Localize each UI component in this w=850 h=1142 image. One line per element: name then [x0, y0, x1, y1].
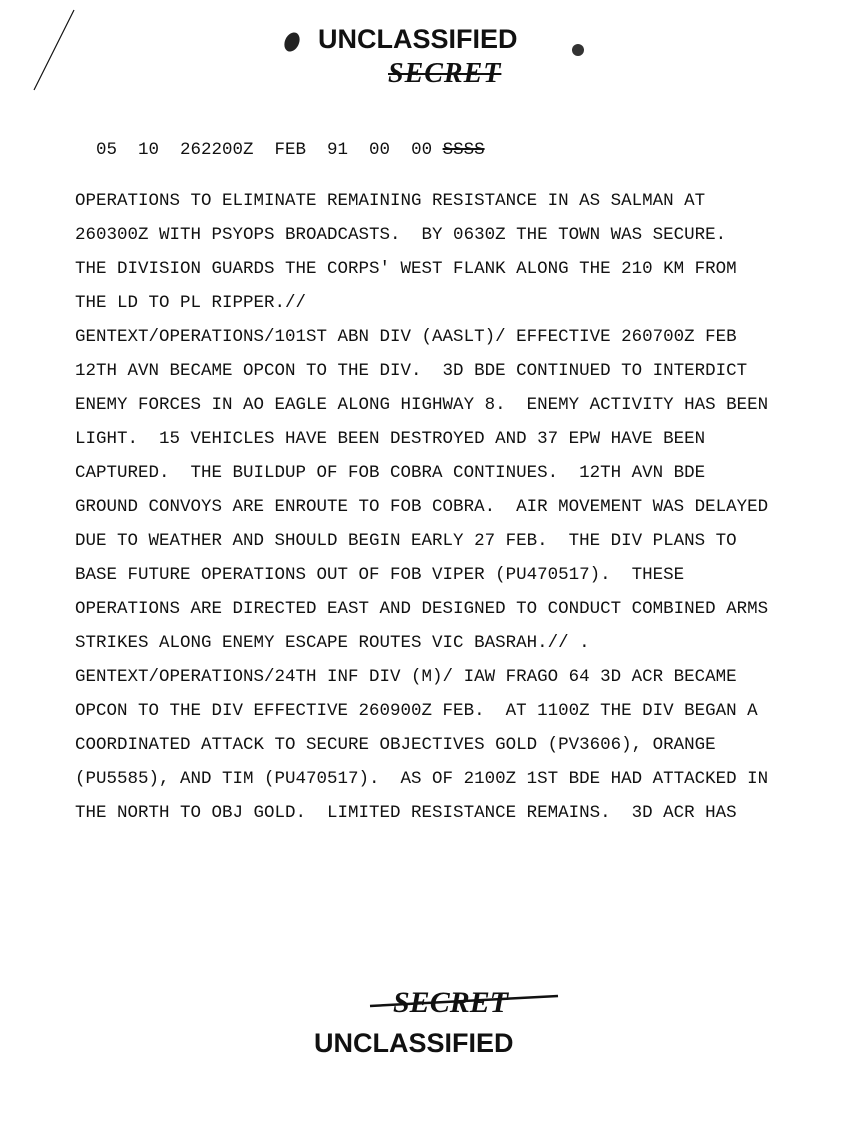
- dtg-line: [75, 120, 485, 160]
- header-struck-classification: SECRET: [388, 58, 502, 89]
- body-line: GENTEXT/OPERATIONS/24TH INF DIV (M)/ IAW FRAGO 64 3D ACR BECAME: [75, 667, 737, 687]
- body-line: GROUND CONVOYS ARE ENROUTE TO FOB COBRA. AIR MOVEMENT WAS DELAYED: [75, 497, 769, 517]
- punch-hole-mark-right: [572, 44, 584, 56]
- body-line: COORDINATED ATTACK TO SECURE OBJECTIVES GOLD (PV3606), ORANGE: [75, 735, 716, 755]
- body-line: GENTEXT/OPERATIONS/101ST ABN DIV (AASLT)/ EFFECTIVE 260700Z FEB: [75, 327, 737, 347]
- body-line: (PU5585), AND TIM (PU470517). AS OF 2100Z 1ST BDE HAD ATTACKED IN: [75, 769, 769, 789]
- body-line: BASE FUTURE OPERATIONS OUT OF FOB VIPER (PU470517). THESE: [75, 565, 685, 585]
- body-line: 260300Z WITH PSYOPS BROADCASTS. BY 0630Z THE TOWN WAS SECURE.: [75, 225, 727, 245]
- dtg-struck-text: SSSS: [442, 140, 485, 160]
- dtg-text: 05 10 262200Z FEB 91 00 00: [96, 140, 443, 160]
- body-line: LIGHT. 15 VEHICLES HAVE BEEN DESTROYED AND 37 EPW HAVE BEEN: [75, 429, 706, 449]
- header-classification: UNCLASSIFIED: [318, 24, 518, 54]
- footer-struck-classification: SECRET: [393, 986, 509, 1019]
- body-line: THE LD TO PL RIPPER.//: [75, 293, 307, 313]
- body-line: STRIKES ALONG ENEMY ESCAPE ROUTES VIC BASRAH.// .: [75, 633, 590, 653]
- body-line: OPERATIONS ARE DIRECTED EAST AND DESIGNED TO CONDUCT COMBINED ARMS: [75, 599, 769, 619]
- body-line: 12TH AVN BECAME OPCON TO THE DIV. 3D BDE CONTINUED TO INTERDICT: [75, 361, 748, 381]
- body-line: CAPTURED. THE BUILDUP OF FOB COBRA CONTINUES. 12TH AVN BDE: [75, 463, 706, 483]
- body-line: ENEMY FORCES IN AO EAGLE ALONG HIGHWAY 8. ENEMY ACTIVITY HAS BEEN: [75, 395, 769, 415]
- body-line: OPERATIONS TO ELIMINATE REMAINING RESISTANCE IN AS SALMAN AT: [75, 191, 706, 211]
- punch-hole-mark-left: [281, 30, 302, 54]
- footer-classification: UNCLASSIFIED: [314, 1028, 514, 1058]
- body-line: THE NORTH TO OBJ GOLD. LIMITED RESISTANCE REMAINS. 3D ACR HAS: [75, 803, 737, 823]
- body-line: DUE TO WEATHER AND SHOULD BEGIN EARLY 27 FEB. THE DIV PLANS TO: [75, 531, 737, 551]
- body-line: THE DIVISION GUARDS THE CORPS' WEST FLANK ALONG THE 210 KM FROM: [75, 259, 737, 279]
- pen-slash-mark: [34, 10, 74, 90]
- body-line: OPCON TO THE DIV EFFECTIVE 260900Z FEB. AT 1100Z THE DIV BEGAN A: [75, 701, 758, 721]
